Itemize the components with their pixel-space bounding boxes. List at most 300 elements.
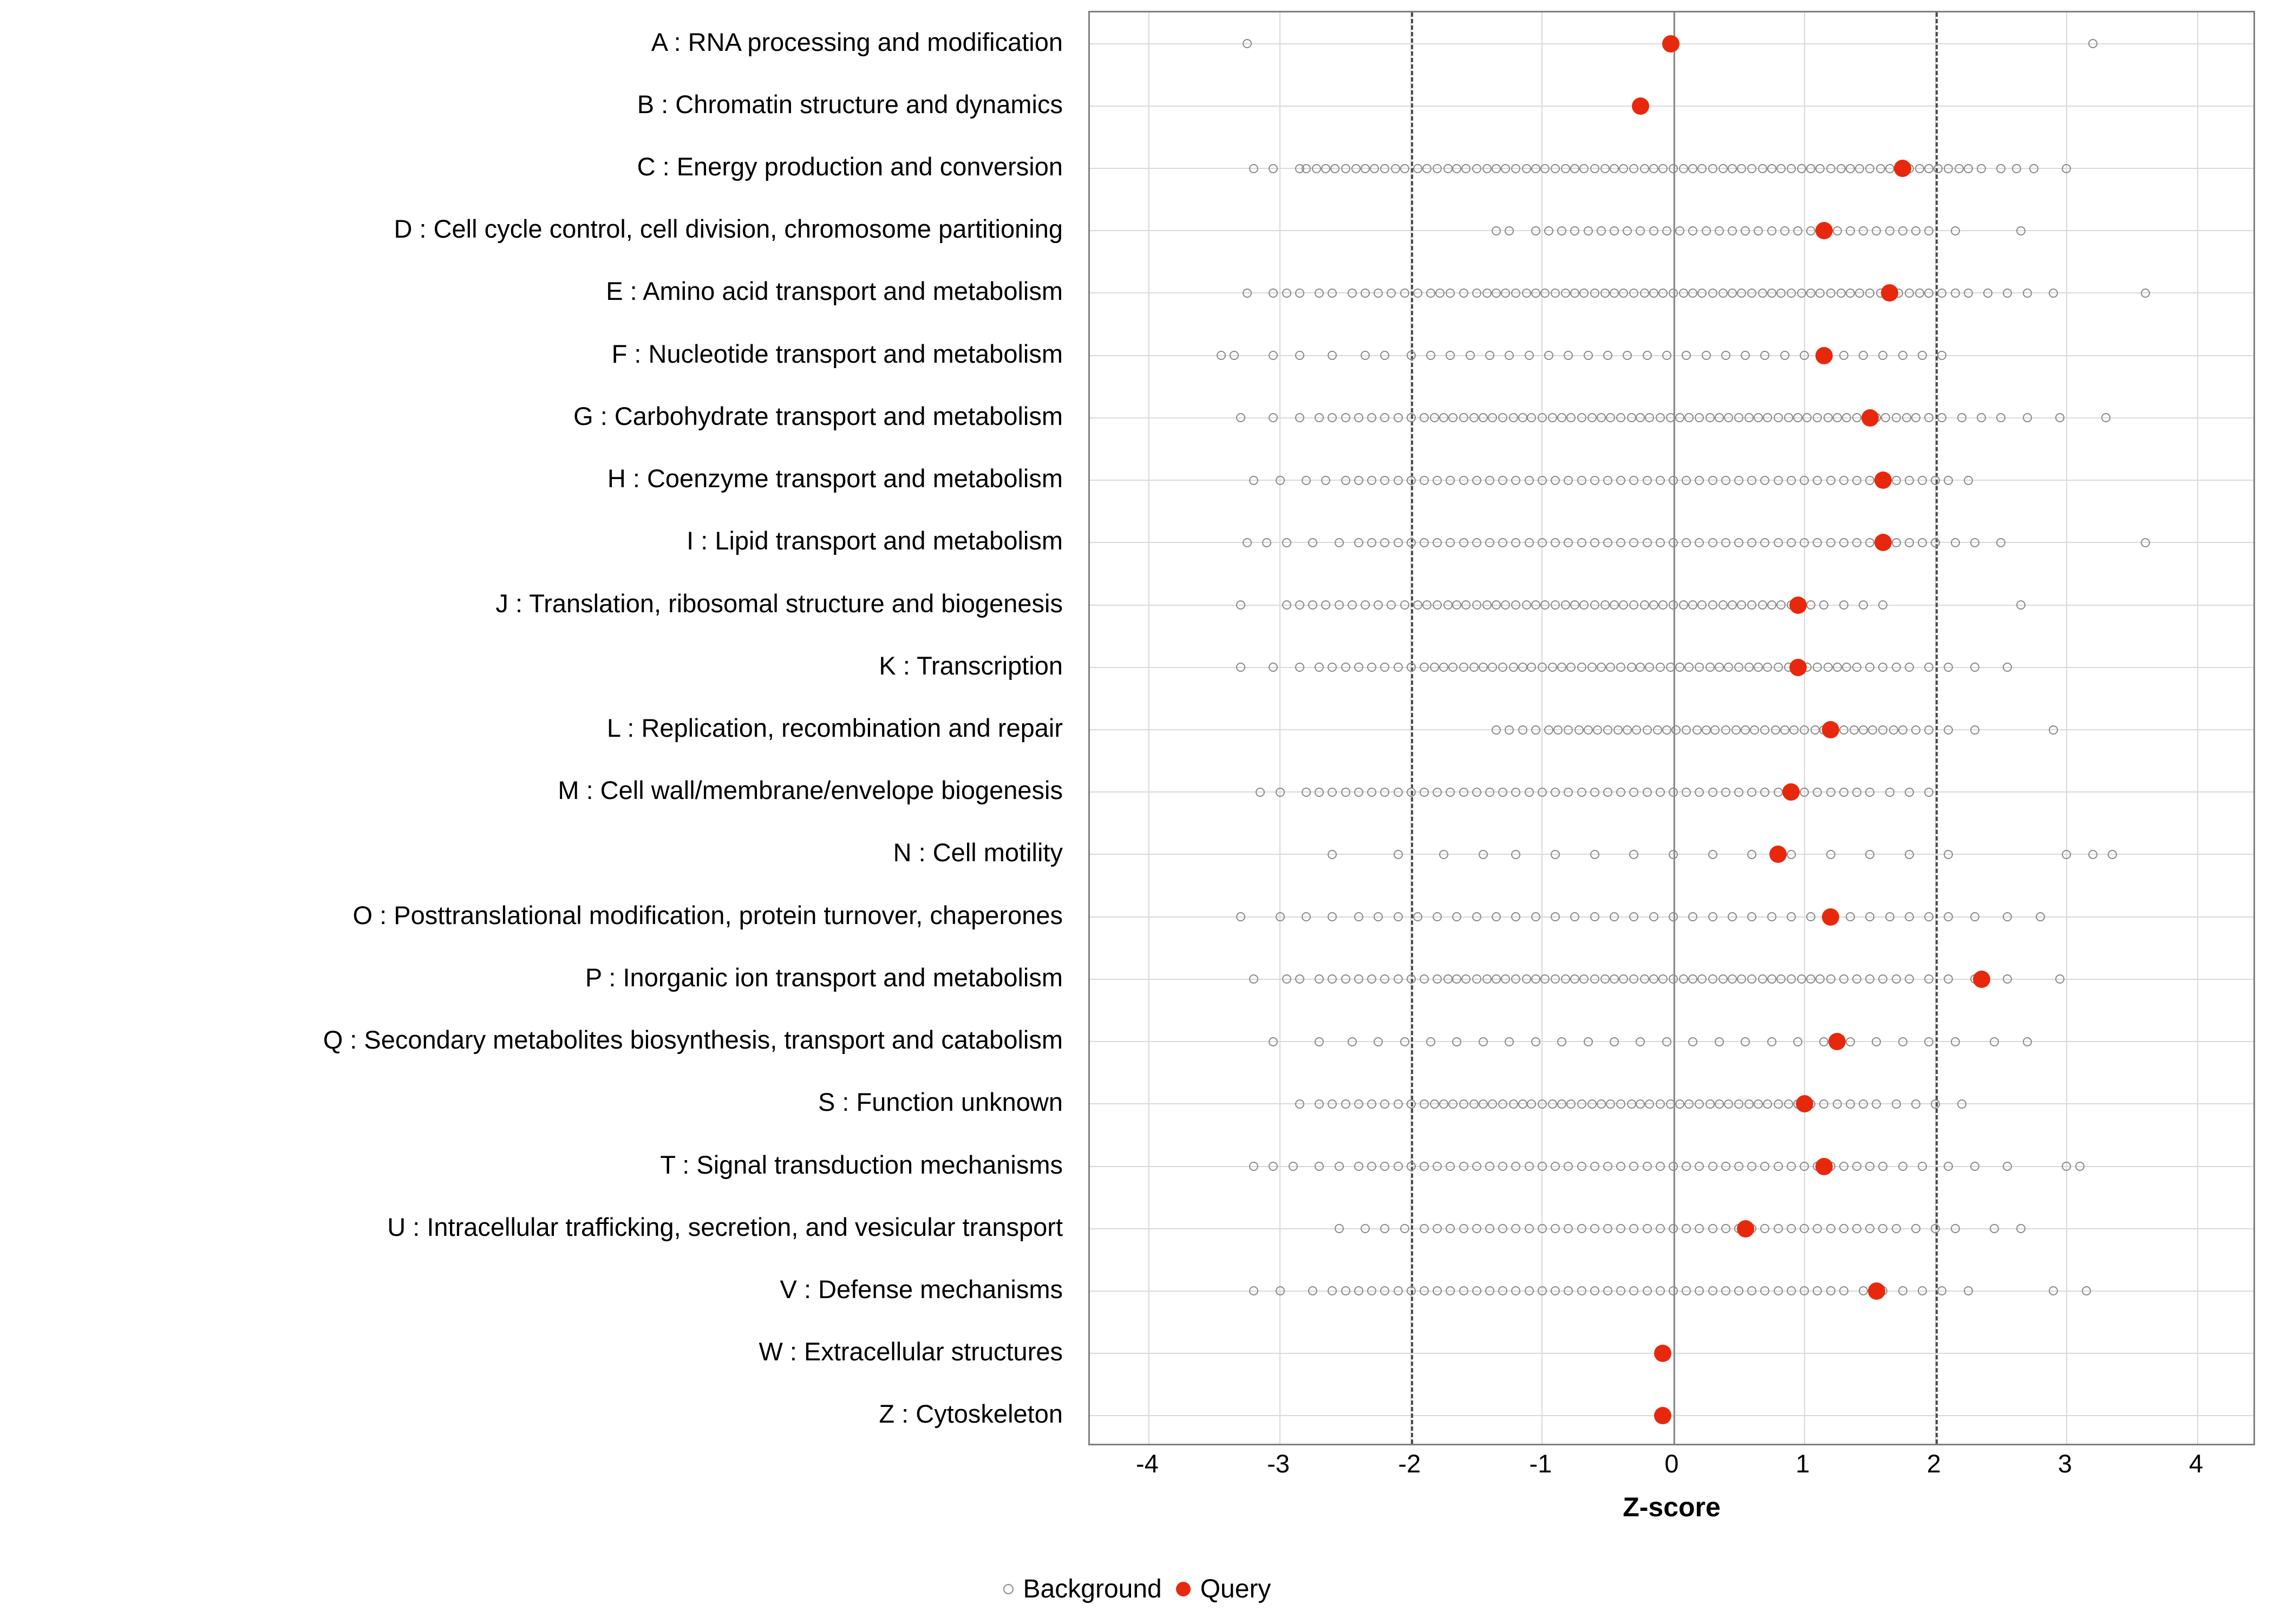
background-point <box>1872 226 1881 235</box>
background-point <box>1459 1286 1468 1295</box>
background-point <box>1924 289 1933 298</box>
background-point <box>1780 351 1789 360</box>
background-point <box>1269 164 1278 173</box>
background-point <box>1892 974 1901 984</box>
background-point <box>1656 538 1665 547</box>
background-point <box>1824 663 1833 672</box>
background-point <box>1308 1286 1317 1295</box>
background-point <box>1885 788 1894 797</box>
background-point <box>1610 289 1619 298</box>
background-point <box>1472 476 1481 485</box>
background-point <box>1564 1286 1573 1295</box>
background-point <box>1511 289 1520 298</box>
background-point <box>1243 39 1252 48</box>
background-point <box>1865 1224 1874 1233</box>
background-point <box>1774 788 1783 797</box>
background-point <box>1643 538 1652 547</box>
background-point <box>1540 164 1550 173</box>
background-point <box>1407 1286 1416 1295</box>
background-point <box>1640 289 1649 298</box>
background-point <box>1852 788 1861 797</box>
background-point <box>1551 788 1560 797</box>
background-point <box>1846 1037 1855 1046</box>
background-point <box>1361 1224 1370 1233</box>
background-point <box>1789 725 1799 735</box>
background-point <box>1501 600 1510 610</box>
background-point <box>2023 413 2032 422</box>
background-point <box>1806 289 1815 298</box>
background-point <box>1924 725 1933 735</box>
background-point <box>1590 538 1599 547</box>
background-point <box>1603 788 1612 797</box>
category-label: T : Signal transduction mechanisms <box>660 1150 1063 1179</box>
background-point <box>1236 413 1245 422</box>
legend-item-background <box>1003 1574 1162 1604</box>
background-point <box>1763 1099 1772 1109</box>
background-point <box>1800 1286 1809 1295</box>
background-point <box>1846 1099 1855 1109</box>
background-point <box>1693 725 1702 735</box>
background-point <box>1918 538 1927 547</box>
background-point <box>1461 164 1471 173</box>
background-point <box>1439 1099 1448 1109</box>
background-point <box>1747 538 1756 547</box>
query-point <box>1874 472 1892 489</box>
category-label: F : Nucleotide transport and metabolism <box>611 339 1063 368</box>
background-point <box>1649 912 1658 921</box>
background-point <box>1380 351 1389 360</box>
background-point <box>1469 663 1479 672</box>
background-point <box>1640 974 1649 984</box>
background-point <box>1937 289 1946 298</box>
background-point <box>1839 1286 1848 1295</box>
grid-line-vertical <box>2066 12 2067 1444</box>
background-point <box>1911 725 1920 735</box>
background-point <box>1446 476 1455 485</box>
background-point <box>1422 164 1432 173</box>
background-point <box>1684 663 1694 672</box>
background-point <box>1590 600 1599 610</box>
background-point <box>1656 413 1665 422</box>
background-point <box>1577 788 1586 797</box>
background-point <box>1606 413 1615 422</box>
background-point <box>1551 1224 1560 1233</box>
query-point <box>1796 1095 1813 1112</box>
background-point <box>1538 1099 1547 1109</box>
background-point <box>1718 974 1728 984</box>
background-point <box>1813 538 1822 547</box>
background-point <box>1850 725 1859 735</box>
background-point <box>1695 1162 1704 1171</box>
background-point <box>1695 1099 1704 1109</box>
background-point <box>1538 1162 1547 1171</box>
background-point <box>1610 1037 1619 1046</box>
background-point <box>1459 1099 1468 1109</box>
background-point <box>1511 1286 1520 1295</box>
background-point <box>1629 164 1638 173</box>
background-point <box>1656 476 1665 485</box>
background-point <box>1380 788 1389 797</box>
background-point <box>1531 725 1540 735</box>
x-tick-label: 3 <box>2057 1449 2072 1478</box>
background-point <box>1813 413 1822 422</box>
background-point <box>1459 413 1468 422</box>
background-point <box>1944 912 1953 921</box>
background-point <box>1718 600 1728 610</box>
background-point <box>1380 974 1389 984</box>
background-point <box>1538 413 1547 422</box>
background-point <box>1911 1099 1920 1109</box>
background-point <box>1522 974 1531 984</box>
grid-line-horizontal <box>1090 106 2253 107</box>
grid-line-vertical <box>2197 12 2198 1444</box>
background-point <box>1826 476 1835 485</box>
query-point <box>1828 1033 1846 1050</box>
query-point <box>1782 783 1800 801</box>
background-point <box>1302 912 1311 921</box>
background-point <box>1787 1162 1796 1171</box>
background-point <box>1951 1037 1960 1046</box>
background-point <box>1872 1099 1881 1109</box>
background-point <box>1826 1224 1835 1233</box>
background-point <box>1448 1099 1458 1109</box>
background-point <box>1679 600 1688 610</box>
background-point <box>1518 663 1527 672</box>
background-point <box>1590 476 1599 485</box>
background-point <box>1679 164 1688 173</box>
legend <box>0 1570 2274 1608</box>
background-point <box>1538 788 1547 797</box>
background-point <box>1380 164 1389 173</box>
background-point <box>1354 1099 1363 1109</box>
background-point <box>1420 1286 1429 1295</box>
background-point <box>1540 600 1550 610</box>
background-point <box>1446 788 1455 797</box>
background-point <box>1426 289 1435 298</box>
background-point <box>1675 413 1684 422</box>
background-point <box>1627 663 1636 672</box>
background-point <box>1724 413 1733 422</box>
background-point <box>1669 1162 1678 1171</box>
background-point <box>1878 725 1887 735</box>
background-point <box>1721 1162 1730 1171</box>
background-point <box>1970 538 1979 547</box>
background-point <box>1629 538 1638 547</box>
background-point <box>1482 164 1492 173</box>
background-point <box>1485 351 1494 360</box>
background-point <box>1878 600 1887 610</box>
background-point <box>1970 663 1979 672</box>
background-point <box>1315 1162 1324 1171</box>
background-point <box>1482 600 1492 610</box>
background-point <box>1898 226 1907 235</box>
x-tick-label: -3 <box>1267 1449 1290 1478</box>
query-point <box>1868 1282 1885 1300</box>
background-point <box>1289 1162 1298 1171</box>
background-point <box>1702 226 1711 235</box>
background-point <box>1747 788 1756 797</box>
category-label: U : Intracellular trafficking, secretion, and vesicular transport <box>387 1212 1063 1241</box>
background-point <box>1697 289 1707 298</box>
category-label: D : Cell cycle control, cell division, chromosome partitioning <box>394 214 1063 244</box>
background-point <box>2088 850 2097 859</box>
background-point <box>1587 663 1597 672</box>
legend-label-query: Query <box>1200 1574 1271 1603</box>
background-point <box>1662 725 1671 735</box>
background-point <box>1643 1224 1652 1233</box>
background-point <box>1629 974 1638 984</box>
background-point <box>2062 1162 2071 1171</box>
background-point <box>1579 974 1589 984</box>
background-point <box>1852 974 1861 984</box>
background-point <box>1394 850 1403 859</box>
background-point <box>1308 600 1317 610</box>
background-point <box>1771 725 1780 735</box>
background-point <box>1684 1099 1694 1109</box>
background-point <box>1784 413 1793 422</box>
background-point <box>1944 725 1953 735</box>
background-point <box>2029 164 2038 173</box>
background-point <box>1479 850 1488 859</box>
background-point <box>1370 164 1379 173</box>
background-point <box>1747 1286 1756 1295</box>
background-point <box>1800 788 1809 797</box>
x-tick-label: 4 <box>2188 1449 2204 1478</box>
background-point <box>1937 413 1946 422</box>
background-point <box>1656 1286 1665 1295</box>
background-point <box>1433 912 1442 921</box>
background-point <box>1734 1286 1743 1295</box>
background-point <box>1341 164 1350 173</box>
background-point <box>1826 538 1835 547</box>
background-point <box>1610 164 1619 173</box>
background-point <box>1718 289 1728 298</box>
background-point <box>1616 1286 1625 1295</box>
background-point <box>1295 663 1304 672</box>
background-point <box>1688 289 1697 298</box>
background-point <box>1702 725 1711 735</box>
background-point <box>1645 663 1654 672</box>
background-point <box>1800 351 1809 360</box>
background-point <box>1584 1037 1593 1046</box>
background-point <box>1522 600 1531 610</box>
legend-item-query <box>1176 1574 1271 1604</box>
background-point <box>1658 289 1668 298</box>
background-point <box>1924 413 1933 422</box>
background-point <box>1564 538 1573 547</box>
background-point <box>1878 663 1887 672</box>
category-label: H : Coenzyme transport and metabolism <box>607 464 1063 493</box>
background-point <box>1708 1224 1717 1233</box>
background-point <box>1354 663 1363 672</box>
background-point <box>2141 538 2150 547</box>
background-point <box>1538 538 1547 547</box>
background-point <box>1498 788 1507 797</box>
background-point <box>1361 351 1370 360</box>
background-point <box>2003 912 2012 921</box>
background-point <box>1407 476 1416 485</box>
background-point <box>1505 351 1514 360</box>
background-point <box>1787 850 1796 859</box>
background-point <box>1706 413 1715 422</box>
background-point <box>1760 788 1769 797</box>
background-point <box>1758 289 1767 298</box>
background-point <box>1328 1286 1337 1295</box>
background-point <box>1433 974 1442 984</box>
background-point <box>1518 413 1527 422</box>
background-point <box>1636 663 1645 672</box>
background-point <box>1302 476 1311 485</box>
background-point <box>1459 538 1468 547</box>
background-point <box>1269 1037 1278 1046</box>
background-point <box>1924 974 1933 984</box>
background-point <box>1498 538 1507 547</box>
background-point <box>1787 1286 1796 1295</box>
background-point <box>1498 413 1507 422</box>
grid-line-horizontal <box>1090 230 2253 231</box>
background-point <box>1780 725 1789 735</box>
background-point <box>1498 663 1507 672</box>
background-point <box>1964 289 1973 298</box>
background-point <box>1806 600 1815 610</box>
background-point <box>2088 39 2097 48</box>
background-point <box>1551 1286 1560 1295</box>
x-axis-ticks <box>1088 1445 2255 1489</box>
background-point <box>1472 788 1481 797</box>
background-point <box>1776 289 1786 298</box>
background-point <box>1509 663 1518 672</box>
background-point <box>1878 1224 1887 1233</box>
background-point <box>1249 476 1258 485</box>
background-point <box>1760 725 1769 735</box>
background-point <box>1763 663 1772 672</box>
background-point <box>1741 1037 1750 1046</box>
background-point <box>1813 788 1822 797</box>
background-point <box>1784 1099 1793 1109</box>
background-point <box>1629 1286 1638 1295</box>
background-point <box>1472 289 1481 298</box>
background-point <box>1394 1099 1403 1109</box>
background-point <box>1898 725 1907 735</box>
background-point <box>1669 912 1678 921</box>
background-point <box>1800 1162 1809 1171</box>
background-point <box>1616 413 1625 422</box>
background-point <box>1420 1162 1429 1171</box>
background-point <box>1540 289 1550 298</box>
background-point <box>1452 974 1461 984</box>
background-point <box>1806 164 1815 173</box>
background-point <box>1616 1162 1625 1171</box>
background-point <box>1394 476 1403 485</box>
background-point <box>1842 663 1851 672</box>
background-point <box>1606 1099 1615 1109</box>
background-point <box>1892 1224 1901 1233</box>
category-label: M : Cell wall/membrane/envelope biogenesis <box>558 776 1063 805</box>
background-point <box>1551 1162 1560 1171</box>
background-point <box>1996 413 2005 422</box>
background-point <box>1525 351 1534 360</box>
background-marker-icon <box>1003 1584 1014 1594</box>
query-point <box>1662 35 1680 53</box>
background-point <box>1400 600 1409 610</box>
background-point <box>1597 413 1606 422</box>
background-point <box>1597 1099 1606 1109</box>
background-point <box>1341 476 1350 485</box>
background-point <box>1557 1099 1566 1109</box>
background-point <box>1728 912 1737 921</box>
background-point <box>1269 1162 1278 1171</box>
background-point <box>1802 413 1812 422</box>
background-point <box>1551 850 1560 859</box>
background-point <box>1747 600 1756 610</box>
background-point <box>1367 538 1376 547</box>
background-point <box>1885 912 1894 921</box>
background-point <box>1734 476 1743 485</box>
category-label: P : Inorganic ion transport and metabolism <box>585 962 1063 992</box>
category-label: C : Energy production and conversion <box>637 152 1063 181</box>
background-point <box>1996 538 2005 547</box>
background-point <box>1721 351 1730 360</box>
background-point <box>1570 912 1579 921</box>
background-point <box>1721 788 1730 797</box>
background-point <box>2075 1162 2084 1171</box>
background-point <box>1616 538 1625 547</box>
background-point <box>1511 164 1520 173</box>
background-point <box>1544 351 1553 360</box>
background-point <box>1577 663 1586 672</box>
background-point <box>1767 164 1776 173</box>
background-point <box>1937 1286 1946 1295</box>
background-point <box>1902 413 1911 422</box>
background-point <box>1640 164 1649 173</box>
background-point <box>1957 413 1966 422</box>
background-point <box>1924 1037 1933 1046</box>
background-point <box>1282 974 1291 984</box>
background-point <box>1852 538 1861 547</box>
background-point <box>1826 850 1835 859</box>
background-point <box>1852 1224 1861 1233</box>
background-point <box>1354 476 1363 485</box>
background-point <box>1695 663 1704 672</box>
background-point <box>1715 1037 1724 1046</box>
background-point <box>1800 538 1809 547</box>
background-point <box>1737 164 1746 173</box>
background-point <box>1430 413 1439 422</box>
background-point <box>1724 663 1733 672</box>
background-point <box>1459 476 1468 485</box>
background-point <box>1911 413 1920 422</box>
background-point <box>1951 538 1960 547</box>
background-point <box>1380 1286 1389 1295</box>
background-point <box>1892 1099 1901 1109</box>
background-point <box>1839 788 1848 797</box>
background-point <box>1256 788 1265 797</box>
background-point <box>1374 600 1383 610</box>
background-point <box>1570 974 1579 984</box>
background-point <box>1488 1099 1497 1109</box>
category-label: Q : Secondary metabolites biosynthesis, transport and catabolism <box>323 1025 1063 1055</box>
background-point <box>1525 1162 1534 1171</box>
background-point <box>1600 974 1610 984</box>
background-point <box>1498 1286 1507 1295</box>
background-point <box>1918 476 1927 485</box>
background-point <box>1551 538 1560 547</box>
background-point <box>1658 974 1668 984</box>
background-point <box>1566 1099 1576 1109</box>
background-point <box>1931 538 1940 547</box>
background-point <box>1422 600 1432 610</box>
background-point <box>1629 1162 1638 1171</box>
